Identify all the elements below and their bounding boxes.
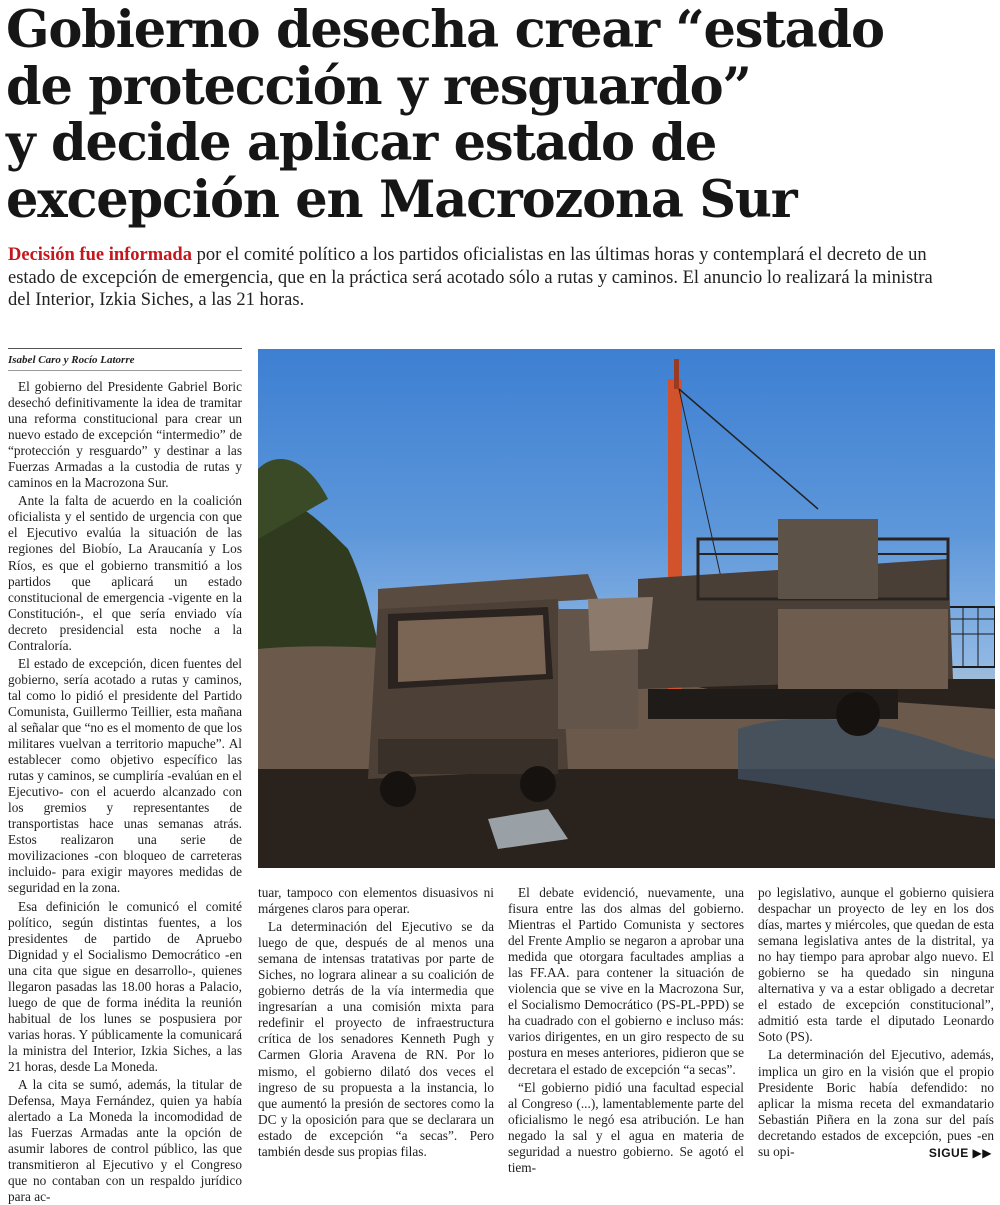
burned-vehicles-illustration <box>258 349 995 868</box>
headline-line: Gobierno desecha crear “estado <box>6 0 884 60</box>
paragraph: La determinación del Ejecutivo se da luego de que, después de al menos una semana de intensas tratativas por parte de Siches, no lograra alinear a su coalición de gobierno detrás de la vía intermedia que ingresarían a una comisión mixta para redefinir el proyecto de infraestructura crítica de los senadores Kenneth Pugh y Carmen Gloria Aravena de RN. Por lo mismo, el gobierno dilató dos veces el ingreso de su propuesta a la instancia, lo que aumentó la presión de sectores como la DC y la oposición para que se declarara un estado de excepción “a secas”. Pero también desde sus propias filas. <box>258 919 494 1159</box>
paragraph: “El gobierno pidió una facultad especial al Congreso (...), lamentablemente parte del oficialismo le negó esa atribución. Le han negado la sal y el agua en materia de seguridad a nuestro gobierno. Se agotó el tiem- <box>508 1079 744 1175</box>
paragraph: Ante la falta de acuerdo en la coalición oficialista y el sentido de urgencia con que el Ejecutivo evalúa la situación de las regiones del Biobío, La Araucanía y Los Ríos, es que el gobierno transmitió a los partidos que aplicará un estado constitucional de emergencia -vigente en la Constitución-, el que sería enviado vía decreto presidencial esta noche a la Contraloría. <box>8 493 242 653</box>
paragraph: po legislativo, aunque el gobierno quisiera despachar un proyecto de ley en los dos días, martes y miércoles, que quedan de esta semana legislativa antes de la distrital, ya no hay tiempo para aprobar algo nuevo. El gobierno se ha quedado sin ninguna alternativa y va a estar obligado a decretar el estado de excepción constitucional”, admitió esta tarde el diputado Leonardo Soto (PS). <box>758 885 994 1045</box>
headline-line: y decide aplicar estado de <box>6 113 717 173</box>
paragraph: El estado de excepción, dicen fuentes del gobierno, sería acotado a rutas y caminos, tal como lo pidió el presidente del Partido Comunista, Guillermo Teillier, esta mañana al señalar que “no es el momento de que los militares vuelvan a territorio mapuche”. Al establecer como objetivo específico las rutas y caminos, se cumpliría -evalúan en el Ejecutivo- con el acuerdo alcanzado con los gremios y representantes de transportistas hace unas semanas atrás. Estos realizaron una serie de movilizaciones -con bloqueo de carreteras incluido- para exigir mayores medidas de seguridad en la zona. <box>8 655 242 896</box>
byline-rule-bottom <box>8 370 242 371</box>
headline-line: de protección y resguardo” <box>6 56 751 117</box>
lede-text: por el comité político a los partidos oficialistas en las últimas horas y contemplará el decreto de un estado de excepción de emergencia, que en la práctica será acotado sólo a rutas y caminos. El anuncio lo realizará la ministra del Interior, Izkia Siches, a las 21 horas. <box>8 245 933 310</box>
paragraph: A la cita se sumó, además, la titular de Defensa, Maya Fernández, quien ya había alertado a La Moneda la incomodidad de las Fuerzas Armadas ante la opción de asumir labores de control público, las que transmitieron al Ejecutivo y el Congreso que no contaban con un respaldo jurídico para ac- <box>8 1077 242 1205</box>
column-4 <box>758 885 994 1160</box>
continued-label: SIGUE ▶▶ <box>928 1146 992 1160</box>
headline-line: excepción en Macrozona Sur <box>6 169 797 230</box>
paragraph: El debate evidenció, nuevamente, una fisura entre las dos almas del gobierno. Mientras el Partido Comunista y sectores del Frente Amplio se negaron a aprobar una medida que otorgara facultades amplias a las FF.AA. para contener la situación de violencia que se vive en la Macrozona Sur, el Socialismo Democrático (PS-PL-PPD) se ha cuadrado con el gobierno e incluso más: varios dirigentes, en un giro respecto de su postura en meses anteriores, pidieron que se decretara el estado de excepción “a secas”. <box>508 885 744 1077</box>
column-2 <box>258 885 494 1160</box>
paragraph: Esa definición le comunicó el comité político, según distintas fuentes, a los presidentes de partido de Apruebo Dignidad y el Socialismo Democrático -en una cita que sigue en desarrollo-, quienes llegaron pasadas las 18.00 horas a Palacio, luego de que de forma inédita la reunión habitual de los lunes se pospusiera por varias horas. Y públicamente la comunicará la ministra del Interior, Izkia Siches, a las 21 horas, desde La Moneda. <box>8 898 242 1074</box>
column-1 <box>8 379 242 1205</box>
article-photo <box>258 349 995 868</box>
column-3 <box>508 885 744 1176</box>
lede <box>8 244 938 312</box>
byline-rule-top <box>8 348 242 349</box>
byline: Isabel Caro y Rocío Latorre <box>8 354 135 366</box>
paragraph: tuar, tampoco con elementos disuasivos ni márgenes claros para operar. <box>258 885 494 917</box>
paragraph: El gobierno del Presidente Gabriel Boric desechó definitivamente la idea de tramitar una reforma constitucional para crear un nuevo estado de excepción “intermedio” de “protección y resguardo” y destinar a las Fuerzas Armadas a la custodia de rutas y caminos en la Macrozona Sur. <box>8 379 242 491</box>
headline <box>6 0 884 230</box>
paragraph: La determinación del Ejecutivo, además, implica un giro en la visión que el propio Presidente Boric había defendido: no aplicar la misma receta del exmandatario Sebastián Piñera en la zona sur del país decretando estados de excepción, pues -en su opi- <box>758 1047 994 1159</box>
lede-kicker: Decisión fue informada <box>8 245 192 265</box>
